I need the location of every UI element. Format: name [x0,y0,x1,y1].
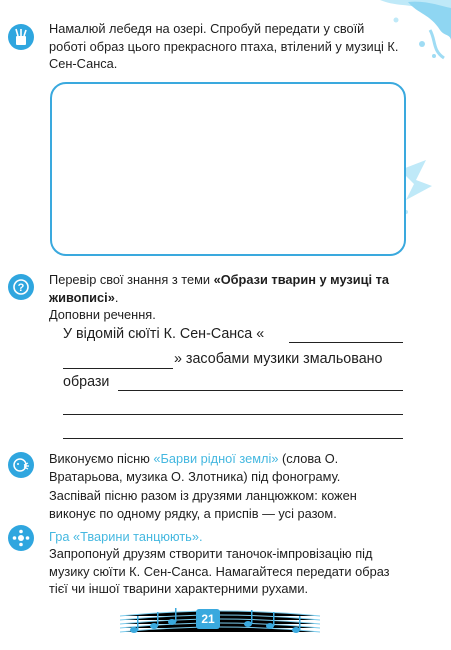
task-song-text [49,450,404,485]
blank-line-1[interactable] [289,342,403,343]
blank-line-4[interactable] [63,414,403,415]
task-draw-text: Намалюй лебедя на озері. Спробуй передати у своїй роботі образ цього прекрасного птаха, втілений у музиці К. Сен-Санса. [49,21,399,71]
task-song-instruction: Заспівай пісню разом із друзями ланцюжком: кожен виконує по одному рядку, а приспів — усі разом. [49,488,357,521]
blank-line-5[interactable] [63,438,403,439]
blank-line-2[interactable] [63,368,173,369]
sentence-part-1: У відомій сюїті К. Сен-Санса « [63,326,265,342]
music-staff-decoration [120,604,320,638]
question-head-icon [8,274,34,300]
task-song-lead: Виконуємо пісню [49,451,154,466]
task-check-topic: «Образи тварин у музиці та живописі» [49,272,389,305]
sentence-part-3: образи [63,374,110,390]
svg-text:?: ? [17,282,25,294]
game-dots-icon [8,525,34,551]
page-number: 21 [196,609,220,629]
sentence-part-2: » засобами музики змальовано [174,351,383,367]
fill-in-sentence [63,326,405,446]
task-check-period: . [114,289,119,305]
paint-brushes-cup-icon [8,24,34,50]
task-game-title: Гра «Тварини танцюють». [49,529,203,544]
task-check-heading [49,271,404,306]
drawing-area[interactable] [50,82,406,256]
singing-head-icon [8,452,34,478]
blank-line-3[interactable] [118,390,403,391]
song-title: «Барви рідної землі» [153,451,279,466]
task-check-intro: Перевір свої знання з теми [49,272,214,287]
task-check-instruction: Доповни речення. [49,307,156,322]
task-song-credits: (слова О. Вратарьова, музика О. Злотника) під фонограму. [49,451,341,484]
task-game-text: Запропонуй друзям створити таночок-імпровізацію під музику сюїти К. Сен-Санса. Намагайтеся передати образ тієї чи іншої тварини характерними рухами. [49,546,390,596]
